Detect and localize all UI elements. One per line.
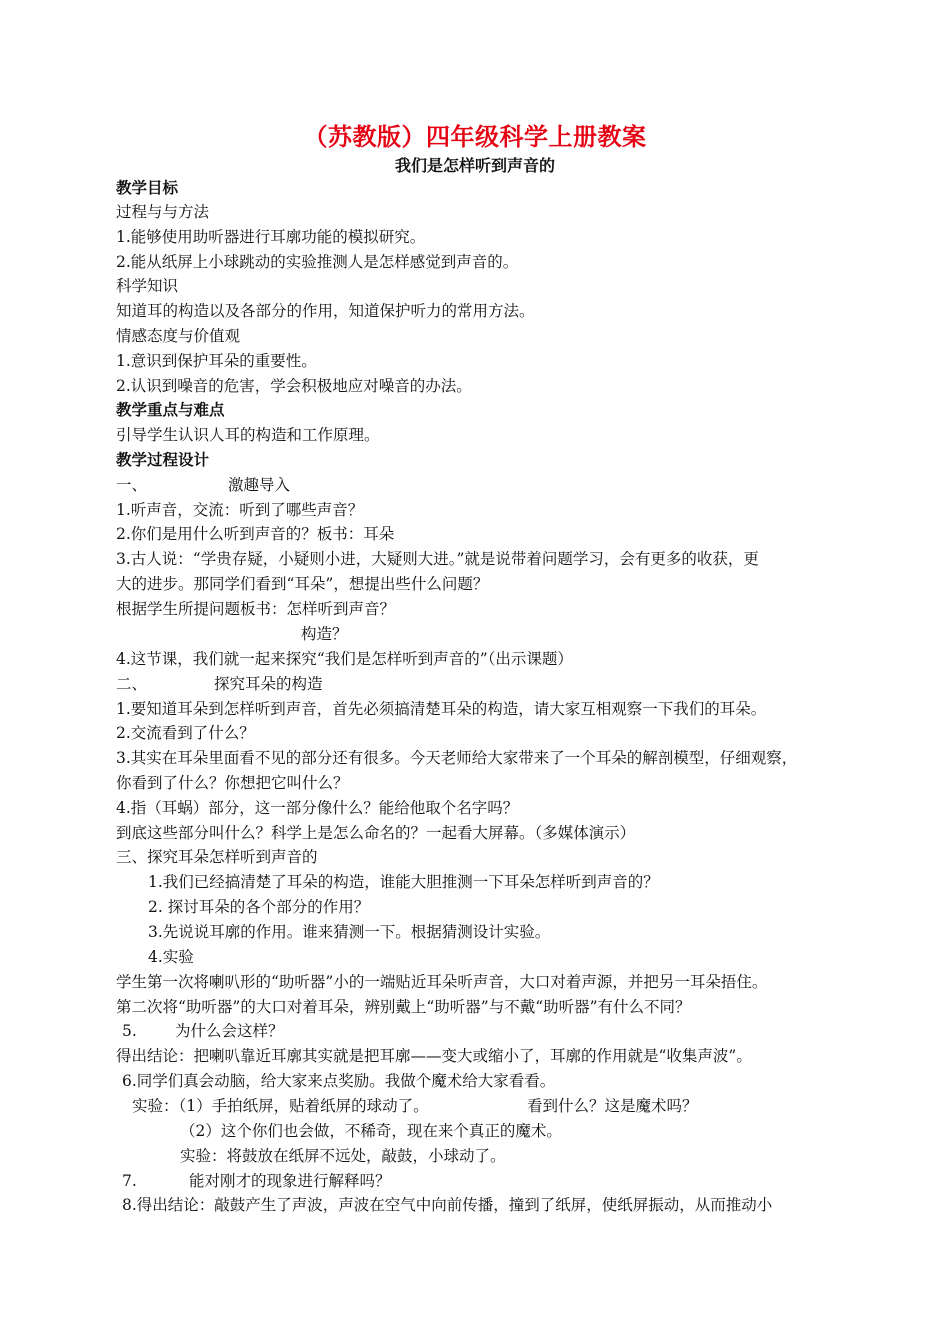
document-title: （苏教版）四年级科学上册教案: [303, 123, 647, 151]
text-line: 到底这些部分叫什么？科学上是怎么命名的？一起看大屏幕。（多媒体演示）: [116, 824, 636, 842]
text-line: 2.你们是用什么听到声音的？板书：耳朵: [116, 525, 395, 543]
text-line: 二、: [116, 675, 148, 693]
text-line: 4.实验: [148, 948, 194, 966]
text-line: 1.听声音，交流：听到了哪些声音？: [116, 501, 364, 519]
text-line: 学生第一次将喇叭形的“助听器”小的一端贴近耳朵听声音，大口对着声源，并把另一耳朵捂住。: [116, 973, 768, 991]
text-line: 你看到了什么？你想把它叫什么？: [116, 774, 349, 792]
text-line: 知道耳的构造以及各部分的作用，知道保护听力的常用方法。: [116, 302, 535, 320]
text-line: 能对刚才的现象进行解释吗？: [189, 1172, 391, 1190]
section-heading: 教学过程设计: [116, 451, 210, 469]
text-line: （2）这个你们也会做，不稀奇，现在来个真正的魔术。: [180, 1122, 562, 1140]
text-line: 2. 探讨耳朵的各个部分的作用？: [148, 898, 370, 916]
text-line: 第二次将“助听器”的大口对着耳朵，辨别戴上“助听器”与不戴“助听器”有什么不同？: [116, 998, 691, 1016]
text-line: 情感态度与价值观: [116, 327, 241, 345]
text-line: 3.古人说：“学贵存疑，小疑则小进，大疑则大进。”就是说带着问题学习，会有更多的收获，更: [116, 550, 759, 568]
text-line: 2.认识到噪音的危害，学会积极地应对噪音的办法。: [116, 377, 472, 395]
text-line: 1.意识到保护耳朵的重要性。: [116, 352, 317, 370]
text-line: 2.交流看到了什么？: [116, 724, 255, 742]
text-line: 过程与与方法: [116, 203, 210, 221]
text-line: 3.先说说耳廓的作用。谁来猜测一下。根据猜测设计实验。: [148, 923, 551, 941]
text-line: 构造？: [301, 625, 348, 643]
text-line: 1.能够使用助听器进行耳廓功能的模拟研究。: [116, 228, 426, 246]
text-line: 3.其实在耳朵里面看不见的部分还有很多。今天老师给大家带来了一个耳朵的解剖模型，仔细观察，: [116, 749, 798, 767]
section-heading: 教学重点与难点: [116, 401, 225, 419]
text-line: 根据学生所提问题板书：怎样听到声音？: [116, 600, 396, 618]
text-line: 大的进步。那同学们看到“耳朵”，想提出些什么问题？: [116, 575, 489, 593]
text-line: 实验：（1）手拍纸屏，贴着纸屏的球动了。: [132, 1097, 429, 1115]
text-line: 2.能从纸屏上小球跳动的实验推测人是怎样感觉到声音的。: [116, 253, 519, 271]
text-line: 一、: [116, 476, 148, 494]
text-line: 1.我们已经搞清楚了耳朵的构造，谁能大胆推测一下耳朵怎样听到声音的？: [148, 873, 659, 891]
text-line: 得出结论：把喇叭靠近耳廓其实就是把耳廓——变大或缩小了，耳廓的作用就是“收集声波”。: [116, 1047, 752, 1065]
text-line: 为什么会这样？: [175, 1022, 284, 1040]
text-line: 激趣导入: [228, 476, 291, 494]
text-line: 科学知识: [116, 277, 179, 295]
text-line: 6.同学们真会动脑，给大家来点奖励。我做个魔术给大家看看。: [122, 1072, 556, 1090]
text-line: 8.得出结论：敲鼓产生了声波，声波在空气中向前传播，撞到了纸屏，使纸屏振动，从而推动小: [122, 1196, 773, 1214]
text-line: 三、探究耳朵怎样听到声音的: [116, 848, 318, 866]
text-line: 看到什么？这是魔术吗？: [527, 1097, 698, 1115]
section-heading: 教学目标: [116, 179, 179, 197]
text-line: 实验：将鼓放在纸屏不远处，敲鼓，小球动了。: [180, 1147, 506, 1165]
text-line: 探究耳朵的构造: [214, 675, 323, 693]
text-line: 1.要知道耳朵到怎样听到声音，首先必须搞清楚耳朵的构造，请大家互相观察一下我们的耳朵。: [116, 700, 767, 718]
lesson-title: 我们是怎样听到声音的: [394, 156, 555, 175]
text-line: 5.: [122, 1022, 137, 1040]
text-line: 7.: [122, 1172, 137, 1190]
text-line: 4.这节课，我们就一起来探究“我们是怎样听到声音的”（出示课题）: [116, 650, 573, 668]
text-line: 4.指（耳蜗）部分，这一部分像什么？能给他取个名字吗？: [116, 799, 519, 817]
text-line: 引导学生认识人耳的构造和工作原理。: [116, 426, 380, 444]
